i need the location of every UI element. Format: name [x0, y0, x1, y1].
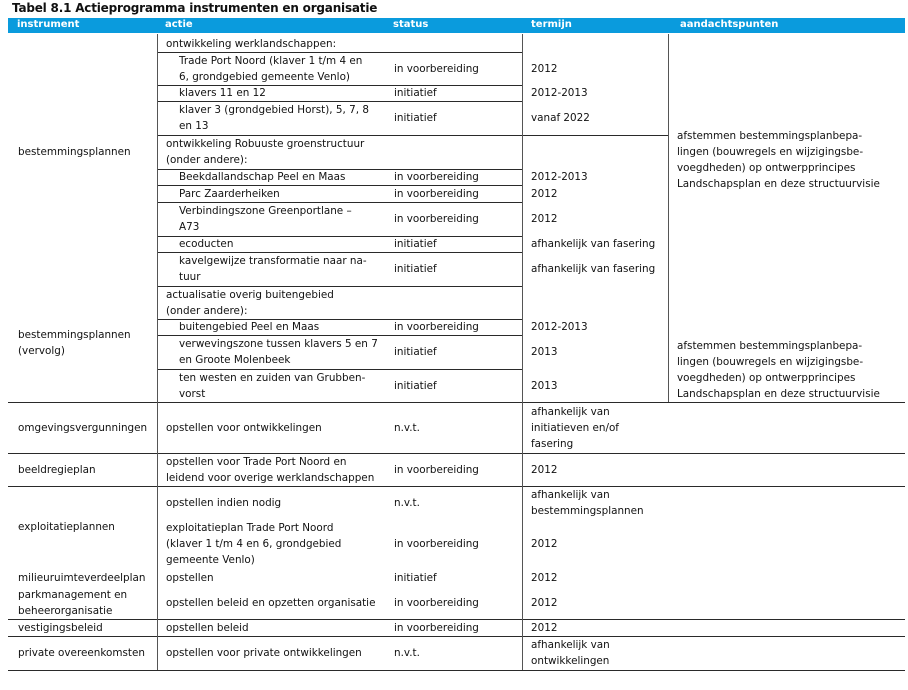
row-actie: 6, grondgebied gemeente Venlo): [179, 71, 350, 83]
row-actie: opstellen voor ontwikkelingen: [166, 422, 322, 434]
row-divider: [157, 52, 522, 53]
row-status: in voorbereiding: [394, 213, 479, 225]
row-termijn: 2012-2013: [531, 321, 588, 333]
row-actie: opstellen beleid: [166, 622, 249, 634]
header-actie: actie: [165, 19, 193, 30]
row-actie: kavelgewijze transformatie naar na-: [179, 255, 367, 267]
row-divider: [8, 453, 905, 454]
row-actie: buitengebied Peel en Maas: [179, 321, 320, 333]
header-instrument: instrument: [17, 19, 80, 30]
row-divider: [157, 202, 522, 203]
row-status: in voorbereiding: [394, 538, 479, 550]
row-divider: [157, 369, 522, 370]
row-instrument: parkmanagement en: [18, 589, 128, 601]
row-divider: [157, 236, 522, 237]
row-actie: klavers 11 en 12: [179, 87, 266, 99]
column-divider: [157, 34, 158, 670]
row-termijn: bestemmingsplannen: [531, 505, 644, 517]
row-termijn: 2012: [531, 464, 558, 476]
row-termijn: 2012: [531, 538, 558, 550]
row-termijn: 2012-2013: [531, 171, 588, 183]
row-status: in voorbereiding: [394, 464, 479, 476]
row-termijn: 2012: [531, 213, 558, 225]
row-actie: opstellen voor private ontwikkelingen: [166, 647, 362, 659]
group-aandachtspunten: voegdheden) op ontwerpprincipes: [677, 372, 856, 384]
row-instrument: private overeenkomsten: [18, 647, 145, 659]
row-divider: [157, 135, 668, 136]
row-termijn: initiatieven en/of: [531, 422, 619, 434]
row-actie: opstellen indien nodig: [166, 497, 282, 509]
row-termijn: afhankelijk van fasering: [531, 238, 656, 250]
row-actie: Parc Zaarderheiken: [179, 188, 280, 200]
table-title: Tabel 8.1 Actieprogramma instrumenten en organisatie: [12, 1, 378, 15]
row-status: initiatief: [394, 238, 437, 250]
row-actie: ecoducten: [179, 238, 234, 250]
header-status: status: [393, 19, 429, 30]
group-aandachtspunten: lingen (bouwregels en wijzigingsbe-: [677, 146, 864, 158]
row-instrument: beeldregieplan: [18, 464, 96, 476]
row-status: initiatief: [394, 87, 437, 99]
row-actie: ontwikkeling werklandschappen:: [166, 38, 337, 50]
row-termijn: 2012-2013: [531, 87, 588, 99]
row-termijn: afhankelijk van: [531, 639, 610, 651]
row-actie: ten westen en zuiden van Grubben-: [179, 372, 366, 384]
row-divider: [8, 619, 905, 620]
row-termijn: 2012: [531, 63, 558, 75]
row-actie: en Groote Molenbeek: [179, 354, 291, 366]
row-divider: [8, 486, 905, 487]
row-actie: klaver 3 (grondgebied Horst), 5, 7, 8: [179, 104, 369, 116]
row-status: in voorbereiding: [394, 188, 479, 200]
row-divider: [157, 319, 522, 320]
row-termijn: 2012: [531, 597, 558, 609]
row-divider: [157, 252, 522, 253]
row-status: n.v.t.: [394, 647, 420, 659]
row-divider: [157, 335, 522, 336]
group-instrument: exploitatieplannen: [18, 521, 115, 533]
row-actie: Trade Port Noord (klaver 1 t/m 4 en: [179, 55, 363, 67]
row-status: n.v.t.: [394, 497, 420, 509]
row-actie: (onder andere):: [166, 154, 248, 166]
column-divider: [668, 34, 669, 402]
row-termijn: 2012: [531, 188, 558, 200]
row-actie: en 13: [179, 120, 209, 132]
row-actie: verwevingszone tussen klavers 5 en 7: [179, 338, 378, 350]
group-aandachtspunten: voegdheden) op ontwerpprincipes: [677, 162, 856, 174]
group-aandachtspunten: Landschapsplan en deze structuurvisie: [677, 178, 880, 190]
row-status: in voorbereiding: [394, 622, 479, 634]
row-actie: opstellen beleid en opzetten organisatie: [166, 597, 376, 609]
row-instrument: vestigingsbeleid: [18, 622, 103, 634]
group-instrument: bestemmingsplannen: [18, 146, 131, 158]
row-status: n.v.t.: [394, 422, 420, 434]
row-divider: [157, 185, 522, 186]
row-instrument: omgevingsvergunningen: [18, 422, 148, 434]
table-header-row: [8, 18, 905, 33]
row-divider: [157, 286, 522, 287]
row-instrument: milieuruimteverdeelplan: [18, 572, 146, 584]
row-instrument: beheerorganisatie: [18, 605, 113, 617]
row-status: initiatief: [394, 112, 437, 124]
row-divider: [157, 169, 522, 170]
row-divider: [8, 636, 905, 637]
row-termijn: afhankelijk van fasering: [531, 263, 656, 275]
row-divider: [8, 670, 905, 671]
row-termijn: ontwikkelingen: [531, 655, 610, 667]
row-actie: Beekdallandschap Peel en Maas: [179, 171, 346, 183]
row-status: initiatief: [394, 572, 437, 584]
group-aandachtspunten: afstemmen bestemmingsplanbepa-: [677, 130, 863, 142]
row-actie: exploitatieplan Trade Port Noord: [166, 522, 334, 534]
row-actie: (onder andere):: [166, 305, 248, 317]
row-status: initiatief: [394, 263, 437, 275]
group-instrument: (vervolg): [18, 345, 65, 357]
row-divider: [8, 402, 905, 403]
row-status: initiatief: [394, 380, 437, 392]
row-actie: A73: [179, 221, 200, 233]
row-termijn: afhankelijk van: [531, 489, 610, 501]
row-actie: ontwikkeling Robuuste groenstructuur: [166, 138, 365, 150]
row-actie: leidend voor overige werklandschappen: [166, 472, 375, 484]
group-aandachtspunten: afstemmen bestemmingsplanbepa-: [677, 340, 863, 352]
row-status: in voorbereiding: [394, 63, 479, 75]
row-status: in voorbereiding: [394, 597, 479, 609]
row-status: initiatief: [394, 346, 437, 358]
group-aandachtspunten: lingen (bouwregels en wijzigingsbe-: [677, 356, 864, 368]
row-actie: gemeente Venlo): [166, 554, 255, 566]
group-aandachtspunten: Landschapsplan en deze structuurvisie: [677, 388, 880, 400]
header-aandachtspunten: aandachtspunten: [680, 19, 779, 30]
row-actie: actualisatie overig buitengebied: [166, 289, 334, 301]
row-termijn: 2013: [531, 346, 558, 358]
group-instrument: bestemmingsplannen: [18, 329, 131, 341]
row-divider: [157, 101, 522, 102]
row-termijn: 2013: [531, 380, 558, 392]
row-actie: (klaver 1 t/m 4 en 6, grondgebied: [166, 538, 342, 550]
row-actie: tuur: [179, 271, 201, 283]
row-actie: vorst: [179, 388, 206, 400]
row-actie: opstellen: [166, 572, 214, 584]
column-divider: [522, 34, 523, 670]
row-actie: opstellen voor Trade Port Noord en: [166, 456, 347, 468]
row-actie: Verbindingszone Greenportlane –: [179, 205, 352, 217]
row-termijn: 2012: [531, 622, 558, 634]
row-status: in voorbereiding: [394, 321, 479, 333]
row-divider: [157, 85, 522, 86]
row-termijn: fasering: [531, 438, 574, 450]
header-termijn: termijn: [531, 19, 572, 30]
row-termijn: afhankelijk van: [531, 406, 610, 418]
row-status: in voorbereiding: [394, 171, 479, 183]
row-termijn: 2012: [531, 572, 558, 584]
row-termijn: vanaf 2022: [531, 112, 590, 124]
